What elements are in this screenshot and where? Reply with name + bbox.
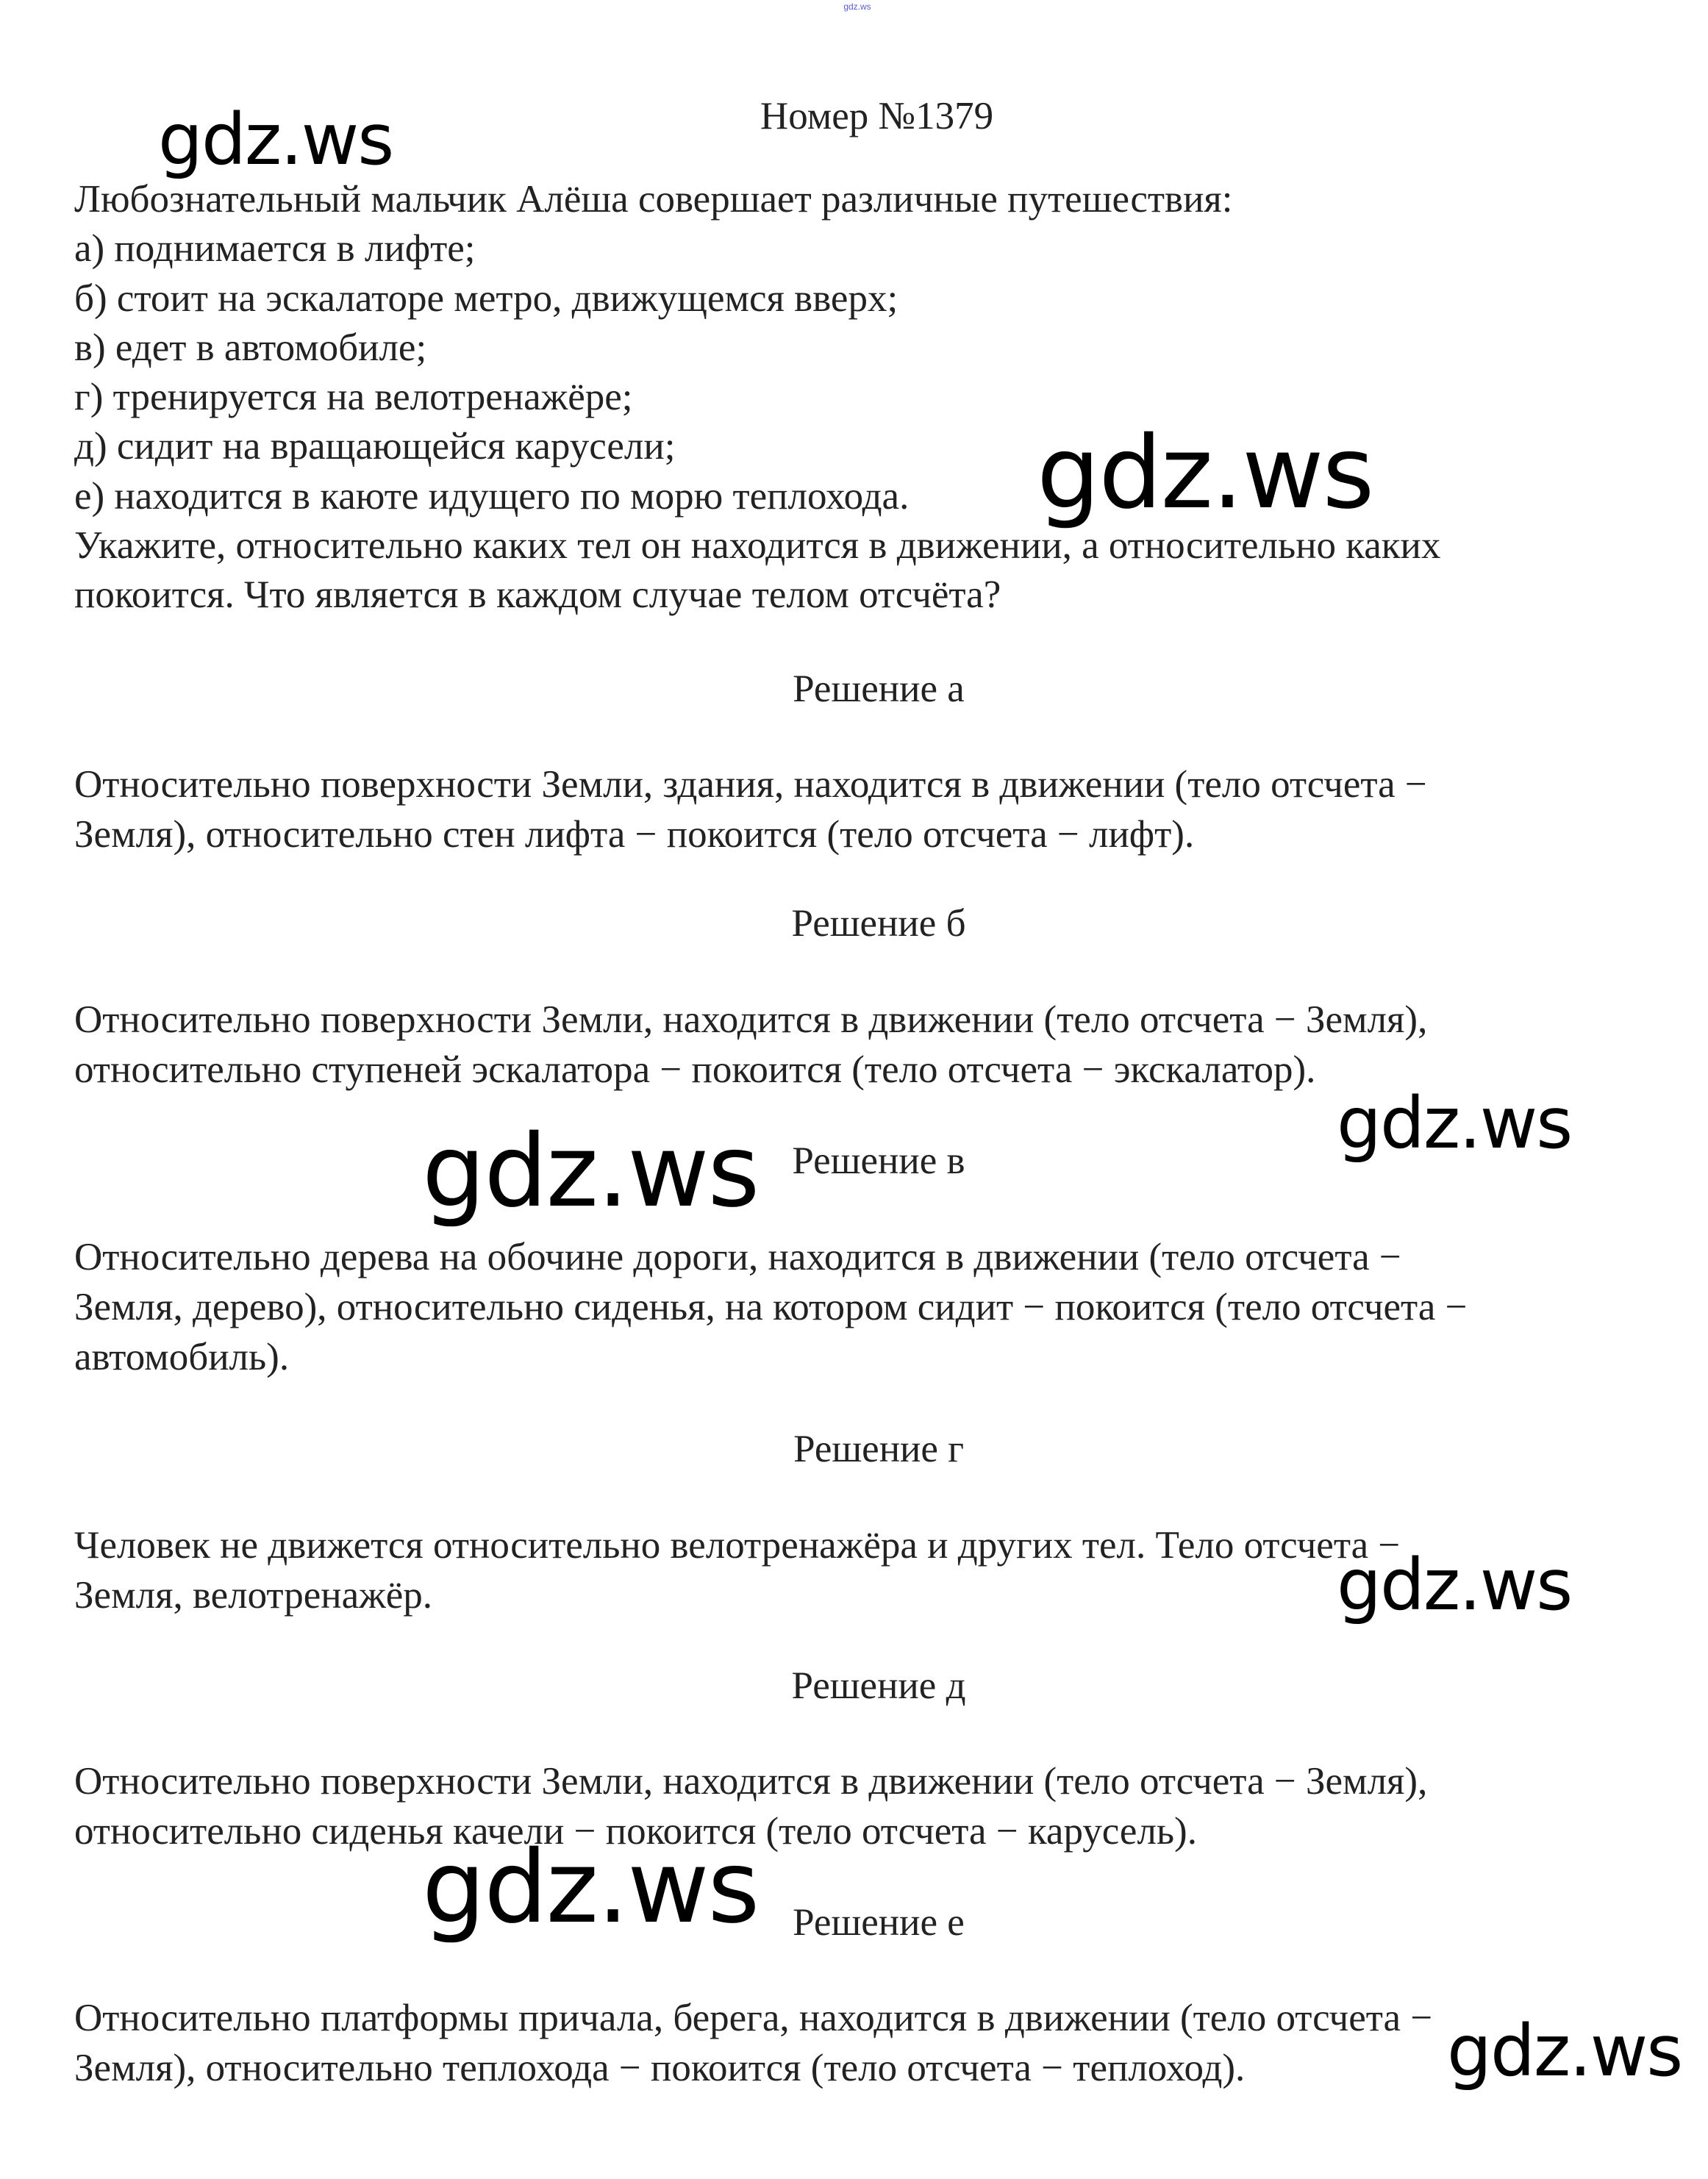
task-question-line: покоится. Что является в каждом случае телом отсчёта? bbox=[74, 573, 1001, 616]
watermark: gdz.ws bbox=[1337, 1544, 1572, 1626]
solution-text-v bbox=[74, 1232, 1468, 1382]
task-question-line: Укажите, относительно каких тел он находится в движении, а относительно каких bbox=[74, 524, 1441, 567]
solution-heading-b: Решение б bbox=[791, 902, 966, 945]
text-line: относительно ступеней эскалатора − покоится (тело отсчета − экскалатор). bbox=[74, 1048, 1316, 1091]
solution-text-a bbox=[74, 759, 1427, 859]
text-line: Относительно дерева на обочине дороги, находится в движении (тело отсчета − bbox=[74, 1236, 1401, 1278]
solution-heading-a: Решение а bbox=[793, 668, 965, 710]
watermark: gdz.ws bbox=[158, 99, 393, 181]
text-line: Земля), относительно стен лифта − покоится (тело отсчета − лифт). bbox=[74, 813, 1195, 856]
task-item-a: а) поднимается в лифте; bbox=[74, 227, 476, 270]
task-intro: Любознательный мальчик Алёша совершает различные путешествия: bbox=[74, 178, 1233, 221]
solution-text-e bbox=[74, 1993, 1432, 2093]
task-item-e: е) находится в каюте идущего по морю теплохода. bbox=[74, 475, 910, 518]
page-title: Номер №1379 bbox=[760, 95, 994, 137]
task-item-d: д) сидит на вращающейся карусели; bbox=[74, 425, 676, 468]
solution-text-g bbox=[74, 1520, 1400, 1620]
task-item-v: в) едет в автомобиле; bbox=[74, 326, 427, 369]
text-line: Относительно платформы причала, берега, находится в движении (тело отсчета − bbox=[74, 1997, 1433, 2039]
text-line: Относительно поверхности Земли, здания, находится в движении (тело отсчета − bbox=[74, 763, 1427, 806]
text-line: автомобиль). bbox=[74, 1336, 290, 1378]
watermark: gdz.ws bbox=[1037, 415, 1373, 532]
top-site-mark: gdz.ws bbox=[843, 1, 871, 12]
watermark: gdz.ws bbox=[422, 1114, 759, 1230]
task-item-g: г) тренируется на велотренажёре; bbox=[74, 376, 633, 418]
watermark: gdz.ws bbox=[1337, 1082, 1572, 1164]
solution-heading-e: Решение е bbox=[793, 1901, 965, 1944]
text-line: Относительно поверхности Земли, находится в движении (тело отсчета − Земля), bbox=[74, 998, 1428, 1041]
watermark: gdz.ws bbox=[1447, 2010, 1682, 2092]
text-line: Земля), относительно теплохода − покоится (тело отсчета − теплоход). bbox=[74, 2047, 1246, 2089]
text-line: Относительно поверхности Земли, находится в движении (тело отсчета − Земля), bbox=[74, 1760, 1428, 1803]
task-item-b: б) стоит на эскалаторе метро, движущемся вверх; bbox=[74, 277, 898, 320]
text-line: Человек не движется относительно велотренажёра и других тел. Тело отсчета − bbox=[74, 1524, 1401, 1567]
text-line: Земля, дерево), относительно сиденья, на котором сидит − покоится (тело отсчета − bbox=[74, 1286, 1468, 1328]
solution-heading-v: Решение в bbox=[792, 1139, 965, 1182]
solution-heading-d: Решение д bbox=[791, 1664, 966, 1707]
watermark: gdz.ws bbox=[422, 1830, 759, 1946]
solution-text-b bbox=[74, 995, 1427, 1095]
text-line: Земля, велотренажёр. bbox=[74, 1574, 433, 1617]
text-line: относительно сиденья качели − покоится (тело отсчета − карусель). bbox=[74, 1810, 1197, 1853]
solution-heading-g: Решение г bbox=[793, 1428, 964, 1470]
